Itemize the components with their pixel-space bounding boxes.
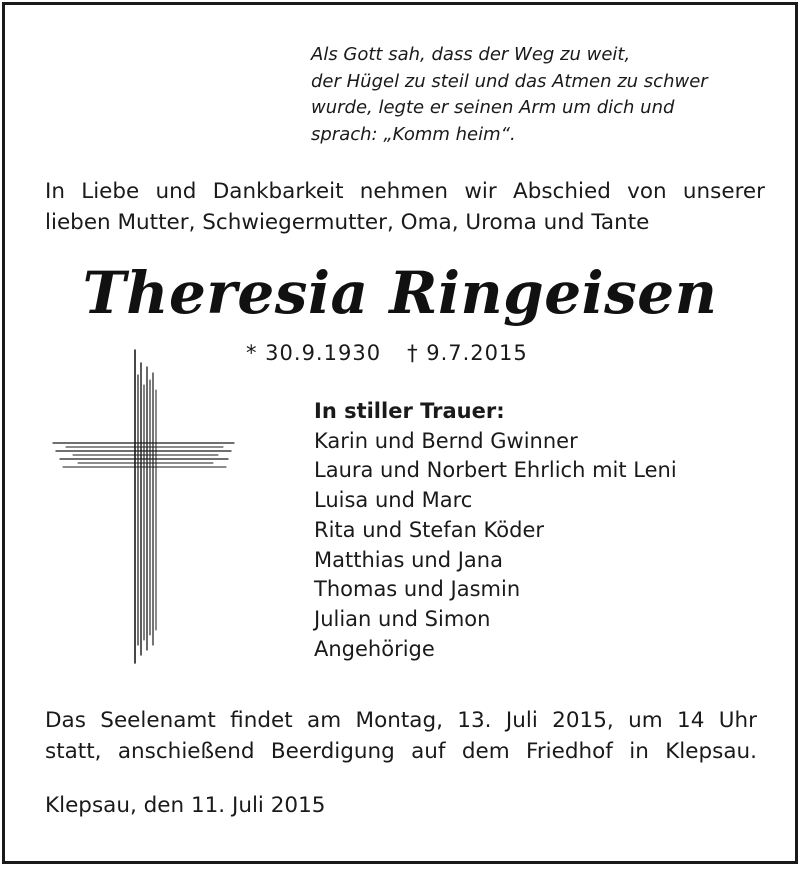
mourner-name: Angehörige (314, 636, 435, 661)
poem (311, 42, 771, 148)
poem-line: Als Gott sah, dass der Weg zu weit, (311, 44, 631, 65)
mourner-name: Julian und Simon (314, 606, 491, 631)
poem-line: der Hügel zu steil und das Atmen zu schwer (311, 70, 708, 92)
mourner-name: Laura und Norbert Ehrlich mit Leni (314, 458, 677, 483)
service-line: Das Seelenamt findet am Montag, 13. Juli 2015, um 14 Uhr (45, 708, 757, 733)
mourners-heading: In stiller Trauer: (314, 399, 505, 423)
place-and-date: Klepsau, den 11. Juli 2015 (45, 793, 326, 818)
service-info (45, 705, 757, 767)
service-line: statt, anschießend Beerdigung auf dem Friedhof in Klepsau. (45, 739, 757, 764)
intro-text (45, 176, 765, 238)
mourner-name: Matthias und Jana (314, 547, 503, 572)
deceased-name: Theresia Ringeisen (82, 259, 718, 327)
life-dates (246, 338, 528, 368)
death-date: † 9.7.2015 (407, 341, 528, 365)
cross-icon (48, 345, 238, 670)
mourners-list (314, 397, 774, 664)
poem-line: wurde, legte er seinen Arm um dich und (311, 97, 675, 118)
poem-line: sprach: „Komm heim“. (311, 123, 516, 145)
mourner-name: Luisa und Marc (314, 488, 473, 513)
birth-date: * 30.9.1930 (246, 341, 382, 365)
intro-line: lieben Mutter, Schwiegermutter, Oma, Uroma und Tante (45, 210, 650, 235)
intro-line: In Liebe und Dankbarkeit nehmen wir Abschied von unserer (45, 179, 765, 204)
mourner-name: Karin und Bernd Gwinner (314, 428, 578, 453)
mourner-name: Rita und Stefan Köder (314, 517, 545, 542)
mourner-name: Thomas und Jasmin (314, 577, 521, 602)
